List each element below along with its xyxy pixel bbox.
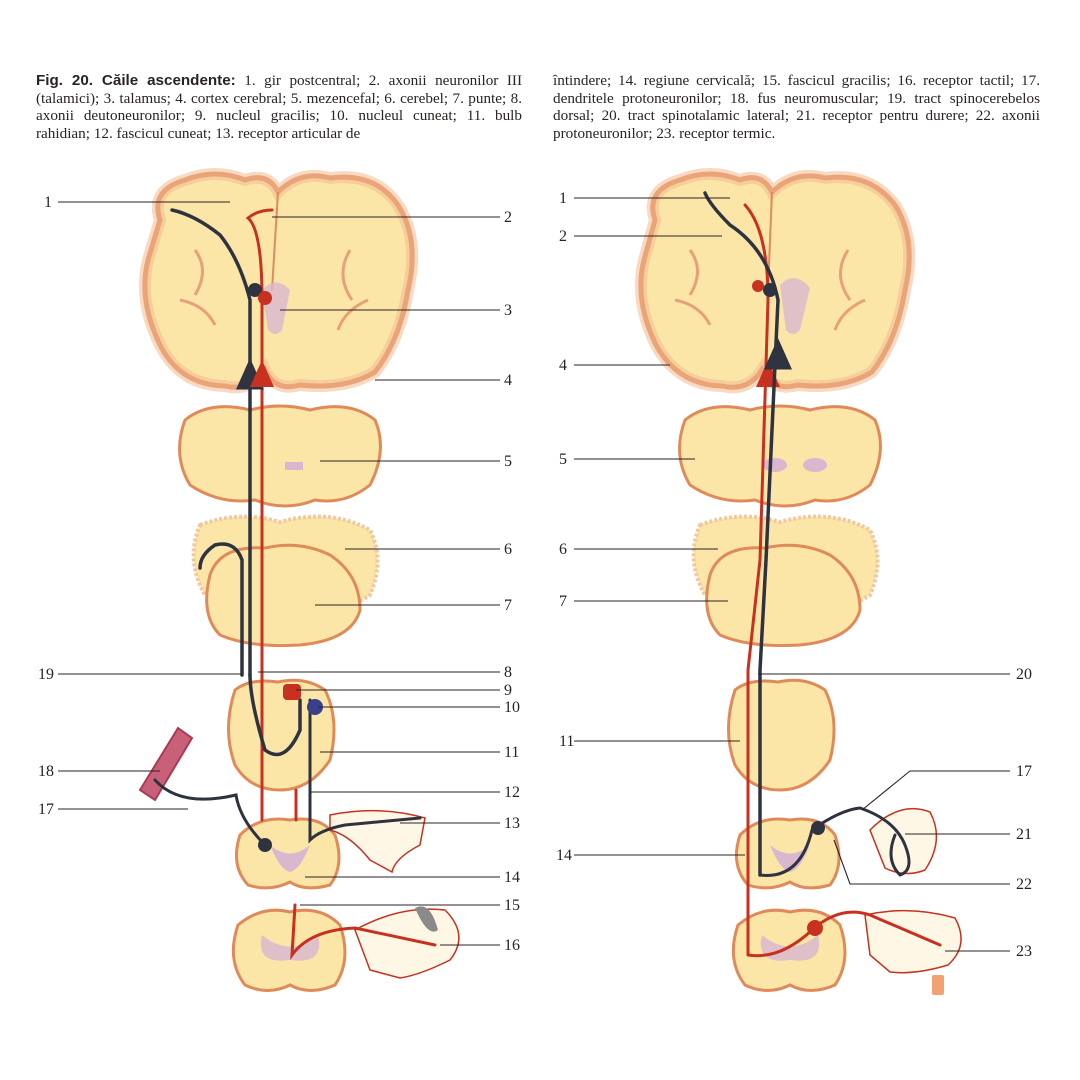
figure-title: Fig. 20. Căile ascendente: [36, 72, 236, 89]
right-label-1: 1 [559, 190, 567, 207]
left-midbrain [180, 406, 381, 506]
right-medulla [729, 680, 835, 790]
right-label-17: 17 [1016, 763, 1032, 780]
left-label-15: 15 [504, 897, 520, 914]
left-label-13: 13 [504, 815, 520, 832]
left-label-6: 6 [504, 541, 512, 558]
right-spinal-ganglion-red [807, 920, 823, 936]
left-label-11: 11 [504, 744, 520, 761]
right-label-11: 11 [559, 733, 575, 750]
right-label-20: 20 [1016, 666, 1032, 683]
right-label-7: 7 [559, 593, 567, 610]
left-label-3: 3 [504, 302, 512, 319]
left-label-1: 1 [44, 194, 52, 211]
left-label-4: 4 [504, 372, 512, 389]
right-label-5: 5 [559, 451, 567, 468]
left-figure [140, 174, 459, 991]
tactile-foot [355, 909, 459, 978]
left-label-10: 10 [504, 699, 520, 716]
left-label-14: 14 [504, 869, 520, 886]
right-label-21: 21 [1016, 826, 1032, 843]
right-thalamus-dark [763, 283, 777, 297]
caption-left-text: 1. gir postcentral; 2. axonii neuronilor III (talamici); 3. talamus; 4. cortex cerebral; 5. mezencefal; 6. cerebel; 7. punte; 8. axonii deutoneuronilor; 9. nucleul gracilis; 10. nucleul cuneat; 11. bulb rahidian; 12. fascicul cuneat; 13. receptor articular de [36, 72, 522, 142]
right-lower-cord [733, 910, 845, 990]
left-label-2: 2 [504, 209, 512, 226]
left-medulla [229, 680, 335, 790]
left-label-18: 18 [38, 763, 54, 780]
left-label-7: 7 [504, 597, 512, 614]
left-label-12: 12 [504, 784, 520, 801]
left-brain [145, 174, 412, 387]
right-label-14: 14 [556, 847, 572, 864]
right-label-23: 23 [1016, 943, 1032, 960]
left-label-9: 9 [504, 682, 512, 699]
caption-right-text: întindere; 14. regiune cervicală; 15. fascicul gracilis; 16. receptor tactil; 17. dendritele protoneuronilor; 18. fus neuromuscular; 19. tract spinocerebelos dorsal; 20. tract spinotalamic lateral; 21. receptor pentru durere; 22. axonii protoneuronilor; 23. receptor termic. [553, 72, 1040, 142]
right-figure [641, 174, 961, 995]
right-label-22: 22 [1016, 876, 1032, 893]
thermal-probe [932, 975, 944, 995]
nucleus-gracilis [283, 684, 301, 700]
right-spinal-ganglion-dark [811, 821, 825, 835]
left-lower-cord [233, 910, 345, 990]
spinal-ganglion-left [258, 838, 272, 852]
left-pons [207, 545, 360, 645]
right-label-2: 2 [559, 228, 567, 245]
left-label-16: 16 [504, 937, 520, 954]
right-label-6: 6 [559, 541, 567, 558]
left-label-19: 19 [38, 666, 54, 683]
left-label-17: 17 [38, 801, 54, 818]
right-midbrain [680, 406, 881, 506]
left-label-5: 5 [504, 453, 512, 470]
right-pons [707, 545, 860, 645]
right-thalamus-red [752, 280, 764, 292]
right-label-4: 4 [559, 357, 567, 374]
thalamus-nucleus-red [258, 291, 272, 305]
left-label-8: 8 [504, 664, 512, 681]
